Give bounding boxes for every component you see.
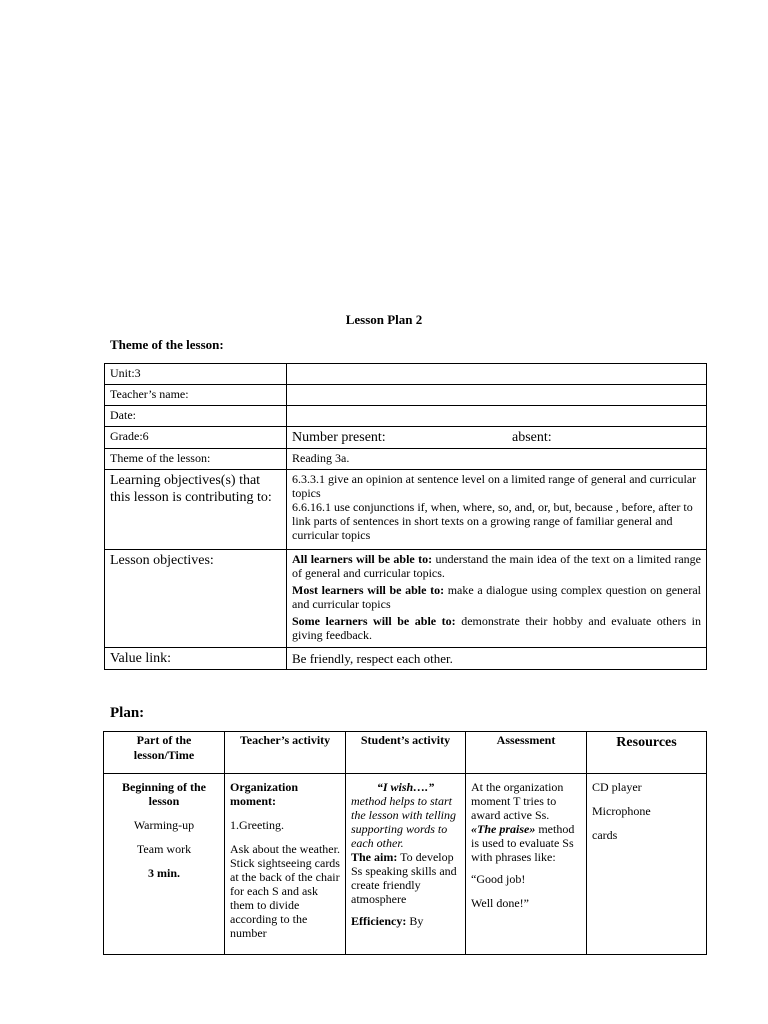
- objective-some-learners: Some learners will be able to: demonstrate their hobby and evaluate others in giving feedback.: [292, 614, 701, 642]
- resource-cards: cards: [592, 828, 618, 842]
- header-student-activity: Student’s activity: [346, 732, 466, 774]
- organization-moment-heading: Organization moment:: [230, 780, 298, 808]
- unit-value: [287, 364, 707, 385]
- learning-objectives-value: [287, 470, 707, 550]
- table-row: [105, 449, 707, 470]
- lesson-objectives-value: [287, 550, 707, 648]
- objective-6-6-16-1: 6.6.16.1 use conjunctions if, when, where, so, and, or, but, because , before, after to link parts of sentences in short texts on a growing range of familiar general and curricular topics: [292, 500, 693, 542]
- i-wish-method: “I wish….”: [376, 780, 435, 794]
- table-row: [105, 406, 707, 427]
- stage-warmup: Warming-up: [133, 818, 195, 832]
- lesson-aim: The aim: To develop Ss speaking skills and create friendly atmosphere: [351, 850, 457, 906]
- header-teacher-activity: Teacher’s activity: [225, 732, 346, 774]
- grade-label: Grade:6: [105, 427, 287, 449]
- lesson-theme-label: Theme of the lesson:: [105, 449, 287, 470]
- table-row: [105, 648, 707, 670]
- student-activity-cell: [346, 774, 466, 955]
- table-row: [104, 774, 707, 955]
- header-assessment: Assessment: [466, 732, 587, 774]
- stage-time: 3 min.: [147, 866, 180, 880]
- praise-method: «The praise» method is used to evaluate Ss with phrases like:: [471, 822, 575, 864]
- table-header-row: [104, 732, 707, 774]
- lesson-objectives-label: Lesson objectives:: [105, 550, 287, 648]
- objective-all-learners: All learners will be able to: understand the main idea of the text on a limited range of general and curricular topics.: [292, 552, 702, 580]
- plan-heading: Plan:: [110, 705, 145, 721]
- theme-heading: Theme of the lesson:: [110, 337, 224, 352]
- value-link-label: Value link:: [105, 648, 287, 670]
- weather-task: Ask about the weather. Stick sightseeing cards at the back of the chair for each S and ask them to divide according to the number: [230, 842, 340, 940]
- unit-label: Unit:3: [105, 364, 287, 385]
- greeting-step: 1.Greeting.: [230, 818, 284, 832]
- table-row: [105, 427, 707, 449]
- praise-phrase-1: “Good job!: [471, 872, 526, 886]
- teacher-activity-cell: [225, 774, 346, 955]
- header-part-time: Part of the lesson/Time: [104, 732, 225, 774]
- lesson-theme-value: Reading 3a.: [287, 449, 707, 470]
- assessment-intro: At the organization moment T tries to award active Ss.: [471, 780, 564, 822]
- resource-microphone: Microphone: [592, 804, 651, 818]
- document-title: Lesson Plan 2: [345, 312, 423, 327]
- header-resources: Resources: [587, 732, 707, 774]
- resource-cd-player: CD player: [592, 780, 642, 794]
- table-row: [105, 385, 707, 406]
- lesson-plan-table: [103, 731, 707, 955]
- date-label: Date:: [105, 406, 287, 427]
- table-row: [105, 364, 707, 385]
- table-row: [105, 550, 707, 648]
- resources-cell: [587, 774, 707, 955]
- method-description: method helps to start the lesson with telling supporting words to each other.: [351, 794, 456, 850]
- lesson-info-table: [104, 363, 707, 670]
- teacher-name-value: [287, 385, 707, 406]
- date-value: [287, 406, 707, 427]
- table-row: [105, 470, 707, 550]
- objective-6-3-3-1: 6.3.3.1 give an opinion at sentence level on a limited range of general and curricular topics: [292, 472, 697, 500]
- part-time-cell: [104, 774, 225, 955]
- stage-team-work: Team work: [136, 842, 192, 856]
- attendance-cell: [287, 427, 707, 449]
- value-link-text: Be friendly, respect each other.: [287, 648, 707, 670]
- absent-label: absent:: [512, 430, 552, 445]
- efficiency: Efficiency: By: [351, 914, 424, 928]
- teacher-name-label: Teacher’s name:: [105, 385, 287, 406]
- number-present-label: Number present:: [292, 430, 386, 445]
- stage-name: Beginning of the lesson: [121, 780, 206, 808]
- learning-objectives-label: Learning objectives(s) that this lesson is contributing to:: [105, 470, 287, 550]
- assessment-cell: [466, 774, 587, 955]
- objective-most-learners: Most learners will be able to: make a dialogue using complex question on general and curricular topics: [292, 583, 702, 611]
- praise-phrase-2: Well done!”: [471, 896, 530, 910]
